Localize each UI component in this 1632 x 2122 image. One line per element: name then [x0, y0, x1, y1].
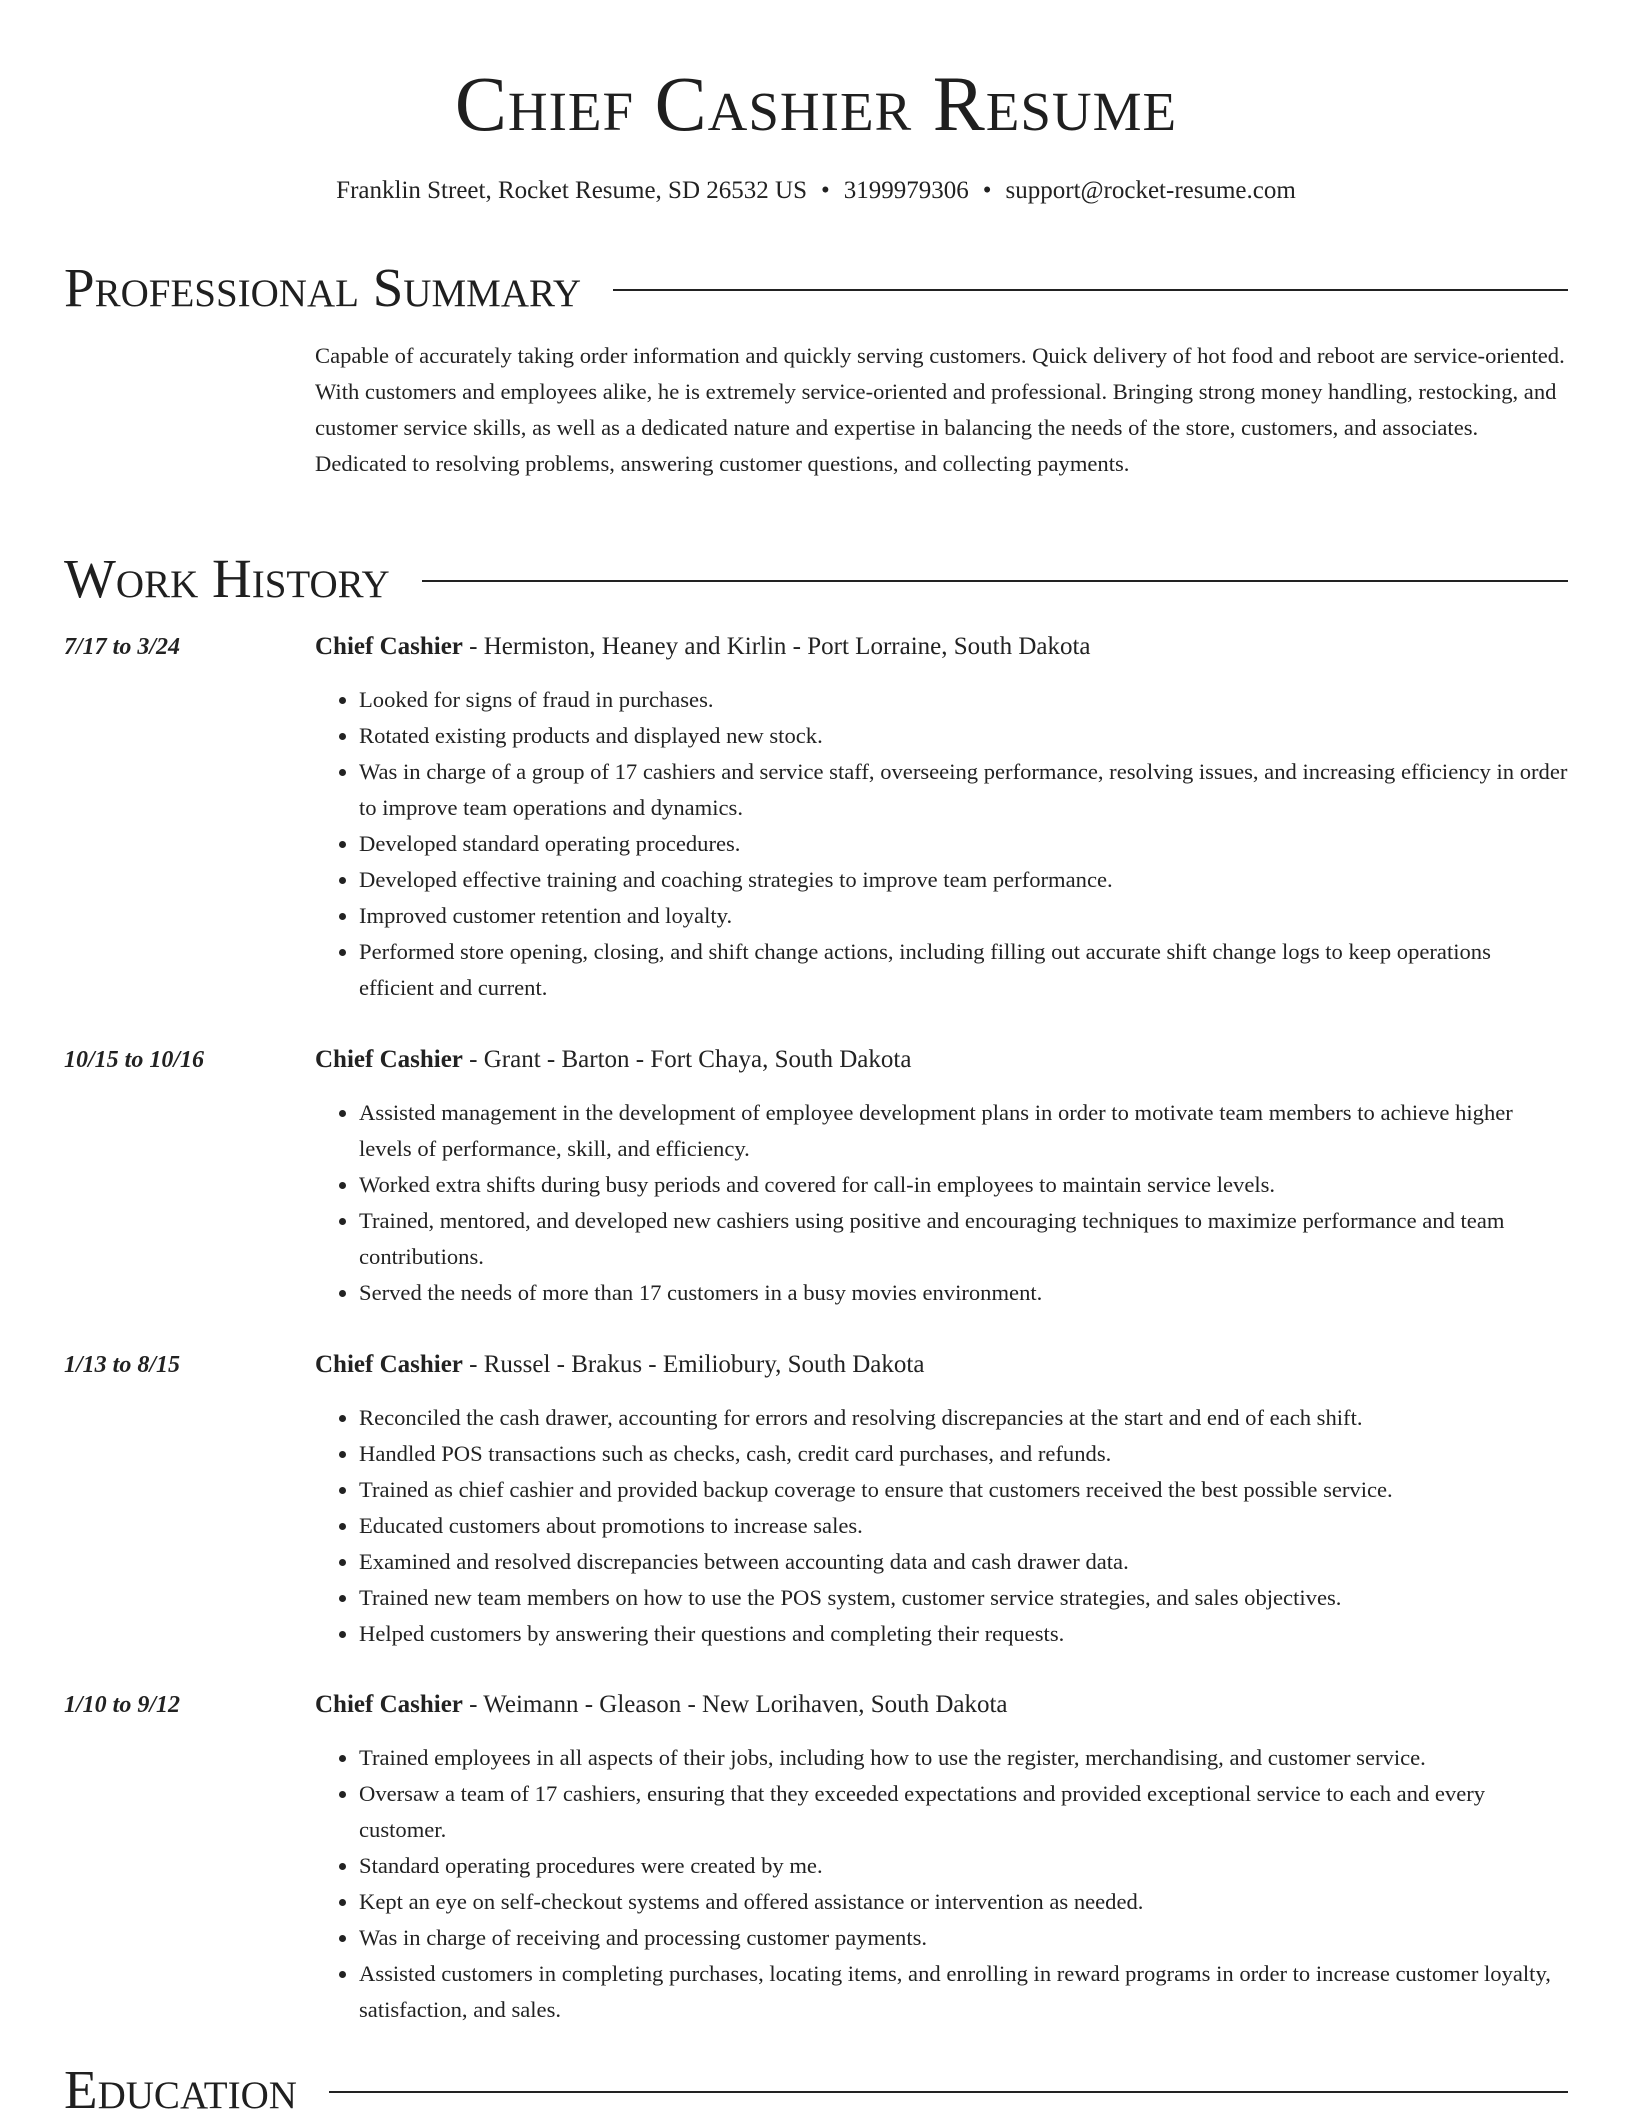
job-role: Chief Cashier — [315, 633, 463, 660]
job-header — [315, 630, 1568, 664]
contact-line — [0, 174, 1632, 208]
contact-separator: • — [982, 177, 992, 204]
job-role: Chief Cashier — [315, 1691, 463, 1718]
job-bullets — [315, 1400, 1568, 1652]
section-title-work-history: Work History — [64, 548, 390, 609]
phone: 3199979306 — [843, 177, 969, 204]
job-details: - Weimann - Gleason - New Lorihaven, South Dakota — [462, 1691, 1008, 1718]
job-dates: 1/10 to 9/12 — [64, 1692, 181, 1718]
section-header-work-history — [64, 547, 1568, 611]
list-item: • Kept an eye on self-checkout systems and offered assistance or intervention as needed. — [359, 1884, 1568, 1920]
list-item: • Trained as chief cashier and provided backup coverage to ensure that customers received the best possible service. — [359, 1472, 1568, 1508]
section-title-education: Education — [64, 2059, 297, 2120]
list-item: • Developed standard operating procedures. — [359, 826, 1568, 862]
job-details: - Hermiston, Heaney and Kirlin - Port Lorraine, South Dakota — [462, 633, 1091, 660]
list-item: • Standard operating procedures were created by me. — [359, 1848, 1568, 1884]
list-item: • Improved customer retention and loyalty. — [359, 898, 1568, 934]
job-bullets — [315, 1095, 1568, 1311]
list-item: • Rotated existing products and displayed new stock. — [359, 718, 1568, 754]
email: support@rocket-resume.com — [1005, 177, 1296, 204]
list-item: • Trained, mentored, and developed new cashiers using positive and encouraging techniques to maximize performance and team contributions. — [359, 1203, 1568, 1275]
section-header-education — [64, 2058, 1568, 2122]
list-item: • Performed store opening, closing, and shift change actions, including filling out accurate shift change logs to keep operations efficient and current. — [359, 934, 1568, 1006]
section-divider — [329, 2091, 1568, 2093]
list-item: • Helped customers by answering their questions and completing their requests. — [359, 1616, 1568, 1652]
job-dates: 10/15 to 10/16 — [64, 1047, 205, 1073]
section-divider — [422, 580, 1568, 582]
summary-text: Capable of accurately taking order information and quickly serving customers. Quick delivery of hot food and reboot are service-oriented. With customers and employees alike, he is extremely service-oriented and professional. Bringing strong money handling, restocking, and customer service skills, as well as a dedicated nature and expertise in balancing the needs of the store, customers, and associates. Dedicated to resolving problems, answering customer questions, and collecting payments. — [315, 343, 1565, 476]
list-item: • Served the needs of more than 17 customers in a busy movies environment. — [359, 1275, 1568, 1311]
list-item: • Trained new team members on how to use the POS system, customer service strategies, and sales objectives. — [359, 1580, 1568, 1616]
job-bullets — [315, 682, 1568, 1006]
job-dates: 7/17 to 3/24 — [64, 634, 181, 660]
section-header-summary — [64, 256, 1568, 320]
list-item: • Oversaw a team of 17 cashiers, ensuring that they exceeded expectations and provided exceptional service to each and every customer. — [359, 1776, 1568, 1848]
list-item: • Educated customers about promotions to increase sales. — [359, 1508, 1568, 1544]
job-dates: 1/13 to 8/15 — [64, 1352, 181, 1378]
job-header — [315, 1043, 1568, 1077]
list-item: • Trained employees in all aspects of their jobs, including how to use the register, merchandising, and customer service. — [359, 1740, 1568, 1776]
list-item: • Was in charge of receiving and processing customer payments. — [359, 1920, 1568, 1956]
job-role: Chief Cashier — [315, 1351, 463, 1378]
list-item: • Reconciled the cash drawer, accounting for errors and resolving discrepancies at the start and end of each shift. — [359, 1400, 1568, 1436]
list-item: • Assisted management in the development of employee development plans in order to motivate team members to achieve higher levels of performance, skill, and efficiency. — [359, 1095, 1568, 1167]
section-divider — [613, 289, 1568, 291]
list-item: • Developed effective training and coaching strategies to improve team performance. — [359, 862, 1568, 898]
resume-title: Chief Cashier Resume — [454, 60, 1178, 147]
list-item: • Examined and resolved discrepancies between accounting data and cash drawer data. — [359, 1544, 1568, 1580]
job-header — [315, 1348, 1568, 1382]
address: Franklin Street, Rocket Resume, SD 26532 US — [336, 177, 807, 204]
job-details: - Russel - Brakus - Emiliobury, South Dakota — [462, 1351, 925, 1378]
job-role: Chief Cashier — [315, 1046, 463, 1073]
list-item: • Looked for signs of fraud in purchases. — [359, 682, 1568, 718]
section-title-summary: Professional Summary — [64, 257, 582, 318]
list-item: • Worked extra shifts during busy periods and covered for call-in employees to maintain service levels. — [359, 1167, 1568, 1203]
contact-separator: • — [820, 177, 830, 204]
job-bullets — [315, 1740, 1568, 2028]
list-item: • Was in charge of a group of 17 cashiers and service staff, overseeing performance, resolving issues, and increasing efficiency in order to improve team operations and dynamics. — [359, 754, 1568, 826]
job-header — [315, 1688, 1568, 1722]
job-details: - Grant - Barton - Fort Chaya, South Dakota — [462, 1046, 912, 1073]
list-item: • Handled POS transactions such as checks, cash, credit card purchases, and refunds. — [359, 1436, 1568, 1472]
list-item: • Assisted customers in completing purchases, locating items, and enrolling in reward programs in order to increase customer loyalty, satisfaction, and sales. — [359, 1956, 1568, 2028]
